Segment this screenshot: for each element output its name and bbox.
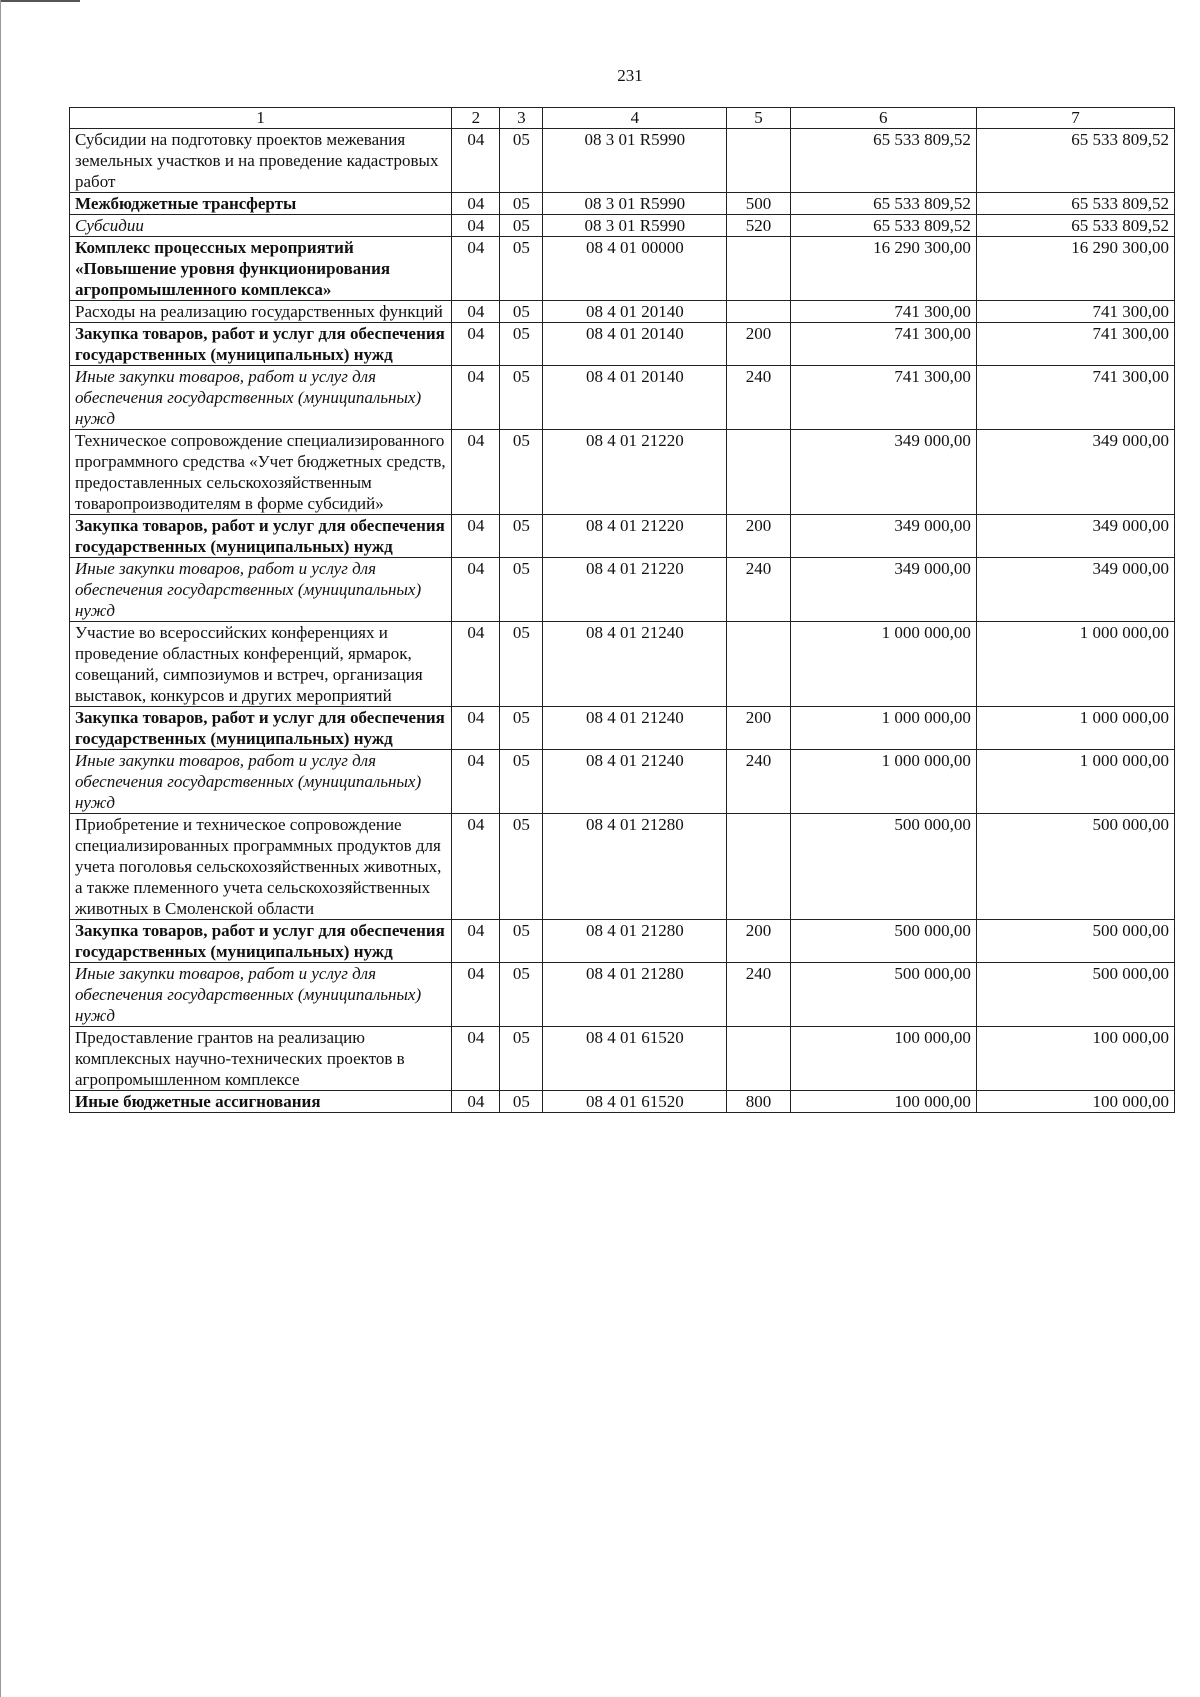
row-name: Субсидии [70,215,452,237]
table-row [70,430,1175,515]
row-name: Иные закупки товаров, работ и услуг для обеспечения государственных (муниципальных) нужд [70,366,452,430]
row-amount-b: 16 290 300,00 [976,237,1174,301]
column-header: 5 [727,108,790,129]
row-name: Субсидии на подготовку проектов межевания земельных участков и на проведение кадастровых работ [70,129,452,193]
table-body [70,129,1175,1113]
row-subsection: 05 [500,750,543,814]
row-name: Комплекс процессных мероприятий «Повышение уровня функционирования агропромышленного комплекса» [70,237,452,301]
row-subsection: 05 [500,963,543,1027]
row-target-code: 08 3 01 R5990 [543,193,727,215]
column-header: 6 [790,108,976,129]
table-row [70,558,1175,622]
row-amount-b: 500 000,00 [976,814,1174,920]
row-target-code: 08 4 01 00000 [543,237,727,301]
row-subsection: 05 [500,301,543,323]
row-subsection: 05 [500,215,543,237]
row-name: Иные закупки товаров, работ и услуг для обеспечения государственных (муниципальных) нужд [70,558,452,622]
row-amount-a: 349 000,00 [790,558,976,622]
row-amount-b: 1 000 000,00 [976,750,1174,814]
row-section: 04 [452,366,500,430]
row-expense-type [727,129,790,193]
row-target-code: 08 4 01 21220 [543,430,727,515]
row-target-code: 08 3 01 R5990 [543,215,727,237]
row-name: Приобретение и техническое сопровождение специализированных программных продуктов для учета поголовья сельскохозяйственных животных, а также племенного учета сельскохозяйственных животных в Смоленской области [70,814,452,920]
column-header: 4 [543,108,727,129]
row-amount-b: 65 533 809,52 [976,215,1174,237]
row-subsection: 05 [500,237,543,301]
row-subsection: 05 [500,1027,543,1091]
row-expense-type: 200 [727,920,790,963]
row-section: 04 [452,920,500,963]
row-amount-a: 100 000,00 [790,1091,976,1113]
table-row [70,920,1175,963]
row-amount-a: 500 000,00 [790,920,976,963]
row-amount-a: 500 000,00 [790,963,976,1027]
column-header: 2 [452,108,500,129]
row-amount-a: 1 000 000,00 [790,707,976,750]
row-expense-type: 240 [727,366,790,430]
row-target-code: 08 4 01 61520 [543,1091,727,1113]
row-amount-b: 1 000 000,00 [976,707,1174,750]
row-name: Участие во всероссийских конференциях и проведение областных конференций, ярмарок, совещаний, симпозиумов и встреч, организация выставок, конкурсов и других мероприятий [70,622,452,707]
row-expense-type [727,301,790,323]
row-amount-b: 65 533 809,52 [976,129,1174,193]
row-target-code: 08 4 01 21280 [543,963,727,1027]
row-section: 04 [452,430,500,515]
table-row [70,963,1175,1027]
row-section: 04 [452,750,500,814]
page-number: 231 [617,66,643,85]
row-section: 04 [452,193,500,215]
row-section: 04 [452,323,500,366]
row-amount-b: 500 000,00 [976,963,1174,1027]
row-expense-type: 200 [727,323,790,366]
row-target-code: 08 4 01 21240 [543,750,727,814]
row-amount-a: 65 533 809,52 [790,129,976,193]
row-amount-a: 100 000,00 [790,1027,976,1091]
row-amount-a: 16 290 300,00 [790,237,976,301]
row-target-code: 08 4 01 20140 [543,323,727,366]
row-target-code: 08 4 01 21240 [543,622,727,707]
row-section: 04 [452,1027,500,1091]
row-section: 04 [452,622,500,707]
row-target-code: 08 4 01 21280 [543,814,727,920]
row-target-code: 08 4 01 21220 [543,515,727,558]
row-expense-type: 800 [727,1091,790,1113]
row-name: Закупка товаров, работ и услуг для обеспечения государственных (муниципальных) нужд [70,323,452,366]
column-header: 1 [70,108,452,129]
row-amount-b: 100 000,00 [976,1091,1174,1113]
table-row [70,366,1175,430]
row-target-code: 08 4 01 21280 [543,920,727,963]
row-subsection: 05 [500,920,543,963]
row-amount-a: 65 533 809,52 [790,193,976,215]
row-expense-type: 200 [727,515,790,558]
row-amount-b: 100 000,00 [976,1027,1174,1091]
row-subsection: 05 [500,622,543,707]
row-section: 04 [452,1091,500,1113]
row-expense-type: 520 [727,215,790,237]
table-row [70,1091,1175,1113]
row-name: Межбюджетные трансферты [70,193,452,215]
row-subsection: 05 [500,707,543,750]
row-amount-b: 741 300,00 [976,323,1174,366]
row-expense-type: 200 [727,707,790,750]
column-header: 3 [500,108,543,129]
column-header: 7 [976,108,1174,129]
row-amount-a: 1 000 000,00 [790,622,976,707]
header-row [70,108,1175,129]
row-section: 04 [452,515,500,558]
row-subsection: 05 [500,193,543,215]
table-row [70,515,1175,558]
row-amount-a: 500 000,00 [790,814,976,920]
table-row [70,215,1175,237]
table-row [70,707,1175,750]
row-subsection: 05 [500,323,543,366]
row-subsection: 05 [500,515,543,558]
row-amount-a: 741 300,00 [790,323,976,366]
row-name: Закупка товаров, работ и услуг для обеспечения государственных (муниципальных) нужд [70,515,452,558]
row-expense-type: 240 [727,963,790,1027]
row-name: Закупка товаров, работ и услуг для обеспечения государственных (муниципальных) нужд [70,920,452,963]
row-section: 04 [452,215,500,237]
row-expense-type: 240 [727,558,790,622]
row-amount-b: 349 000,00 [976,430,1174,515]
row-name: Иные закупки товаров, работ и услуг для обеспечения государственных (муниципальных) нужд [70,963,452,1027]
table-row [70,1027,1175,1091]
row-expense-type: 500 [727,193,790,215]
row-subsection: 05 [500,129,543,193]
table-row [70,323,1175,366]
row-amount-b: 349 000,00 [976,558,1174,622]
row-expense-type [727,622,790,707]
table-row [70,193,1175,215]
row-name: Иные закупки товаров, работ и услуг для обеспечения государственных (муниципальных) нужд [70,750,452,814]
row-subsection: 05 [500,558,543,622]
row-amount-b: 65 533 809,52 [976,193,1174,215]
table-row [70,129,1175,193]
table-row [70,750,1175,814]
row-expense-type: 240 [727,750,790,814]
row-name: Расходы на реализацию государственных функций [70,301,452,323]
row-amount-a: 65 533 809,52 [790,215,976,237]
row-section: 04 [452,814,500,920]
row-amount-b: 741 300,00 [976,301,1174,323]
row-section: 04 [452,558,500,622]
table-row [70,237,1175,301]
row-section: 04 [452,963,500,1027]
row-expense-type [727,430,790,515]
row-amount-a: 1 000 000,00 [790,750,976,814]
row-amount-b: 500 000,00 [976,920,1174,963]
row-target-code: 08 4 01 20140 [543,301,727,323]
row-amount-b: 349 000,00 [976,515,1174,558]
row-target-code: 08 4 01 61520 [543,1027,727,1091]
row-name: Предоставление грантов на реализацию комплексных научно-технических проектов в агропромышленном комплексе [70,1027,452,1091]
scan-edge-left [0,0,1,1697]
table-row [70,622,1175,707]
row-target-code: 08 4 01 20140 [543,366,727,430]
budget-table [69,107,1175,1113]
table-row [70,814,1175,920]
row-subsection: 05 [500,366,543,430]
row-section: 04 [452,707,500,750]
row-target-code: 08 4 01 21240 [543,707,727,750]
row-amount-b: 1 000 000,00 [976,622,1174,707]
scan-edge-top [0,0,80,2]
row-expense-type [727,237,790,301]
table-row [70,301,1175,323]
row-expense-type [727,814,790,920]
row-name: Иные бюджетные ассигнования [70,1091,452,1113]
row-amount-a: 741 300,00 [790,301,976,323]
row-section: 04 [452,301,500,323]
row-amount-a: 349 000,00 [790,430,976,515]
row-target-code: 08 4 01 21220 [543,558,727,622]
row-name: Закупка товаров, работ и услуг для обеспечения государственных (муниципальных) нужд [70,707,452,750]
row-subsection: 05 [500,430,543,515]
row-amount-b: 741 300,00 [976,366,1174,430]
row-subsection: 05 [500,1091,543,1113]
row-expense-type [727,1027,790,1091]
row-section: 04 [452,129,500,193]
row-subsection: 05 [500,814,543,920]
row-amount-a: 741 300,00 [790,366,976,430]
row-name: Техническое сопровождение специализированного программного средства «Учет бюджетных средств, предоставленных сельскохозяйственным товаропроизводителям в форме субсидий» [70,430,452,515]
row-section: 04 [452,237,500,301]
row-target-code: 08 3 01 R5990 [543,129,727,193]
row-amount-a: 349 000,00 [790,515,976,558]
